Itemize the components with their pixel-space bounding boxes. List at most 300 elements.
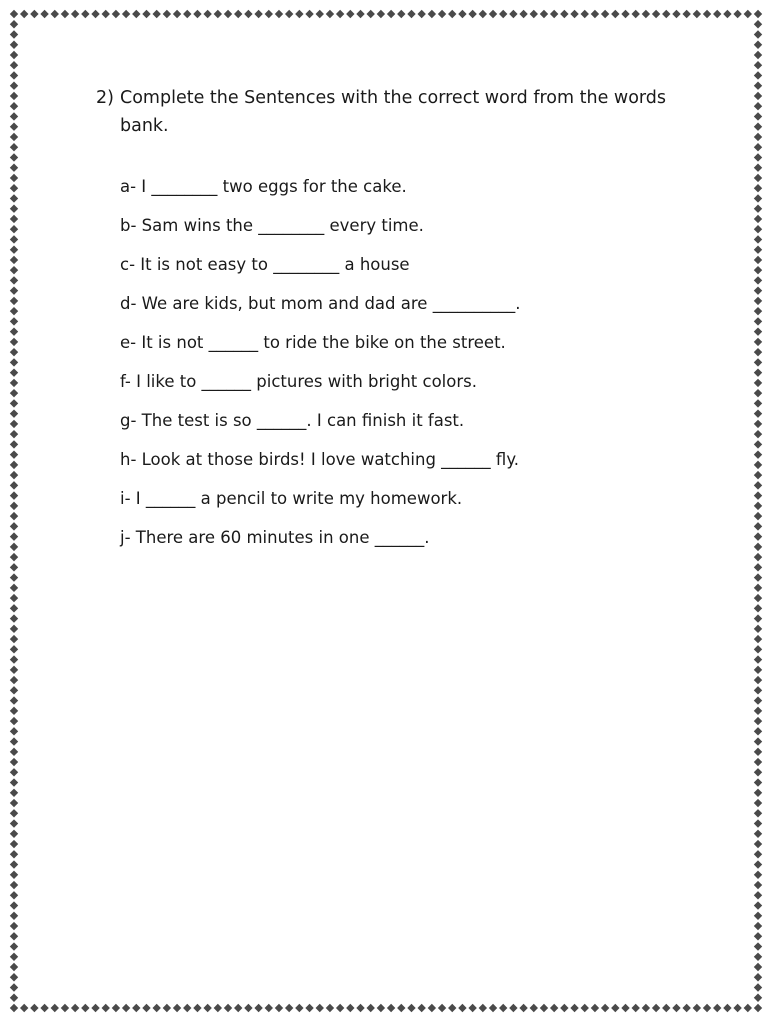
border-diamond (173, 1004, 181, 1012)
border-diamond (754, 297, 762, 305)
border-diamond (10, 420, 18, 428)
border-diamond (754, 133, 762, 141)
border-diamond (611, 10, 619, 18)
border-diamond (754, 471, 762, 479)
instruction-number: 2) (96, 88, 114, 108)
border-diamond (10, 727, 18, 735)
border-diamond (10, 20, 18, 28)
border-diamond (10, 379, 18, 387)
border-diamond (662, 1004, 670, 1012)
border-diamond (591, 1004, 599, 1012)
border-diamond (265, 1004, 273, 1012)
border-diamond (61, 10, 69, 18)
border-diamond (723, 10, 731, 18)
instruction-text (96, 84, 696, 140)
border-diamond (621, 1004, 629, 1012)
border-diamond (367, 10, 375, 18)
border-diamond (754, 737, 762, 745)
border-diamond (10, 901, 18, 909)
border-diamond (10, 266, 18, 274)
border-diamond (10, 717, 18, 725)
border-diamond (754, 809, 762, 817)
border-diamond (10, 338, 18, 346)
border-diamond (754, 994, 762, 1002)
border-diamond (295, 10, 303, 18)
border-diamond (163, 10, 171, 18)
border-diamond (122, 1004, 130, 1012)
border-diamond (754, 727, 762, 735)
border-diamond (662, 10, 670, 18)
border-diamond (10, 194, 18, 202)
border-diamond (754, 317, 762, 325)
border-diamond (10, 696, 18, 704)
border-diamond (754, 225, 762, 233)
border-diamond (754, 932, 762, 940)
border-diamond (193, 10, 201, 18)
border-diamond (754, 543, 762, 551)
border-diamond (754, 123, 762, 131)
border-diamond (10, 737, 18, 745)
border-diamond (234, 1004, 242, 1012)
border-diamond (10, 348, 18, 356)
border-diamond (754, 768, 762, 776)
border-diamond (10, 614, 18, 622)
border-diamond (10, 850, 18, 858)
border-diamond (631, 10, 639, 18)
border-diamond (163, 1004, 171, 1012)
border-diamond (458, 1004, 466, 1012)
border-diamond (10, 778, 18, 786)
border-diamond (10, 41, 18, 49)
border-diamond (132, 1004, 140, 1012)
border-diamond (10, 235, 18, 243)
border-diamond (295, 1004, 303, 1012)
border-diamond (754, 389, 762, 397)
border-diamond (754, 666, 762, 674)
border-diamond (754, 758, 762, 766)
border-diamond (560, 1004, 568, 1012)
border-diamond (10, 553, 18, 561)
border-diamond (448, 1004, 456, 1012)
border-diamond (754, 655, 762, 663)
border-diamond (91, 1004, 99, 1012)
border-diamond (570, 1004, 578, 1012)
border-diamond (10, 532, 18, 540)
border-diamond (91, 10, 99, 18)
border-diamond (142, 1004, 150, 1012)
border-diamond (754, 881, 762, 889)
border-diamond (672, 1004, 680, 1012)
border-diamond (754, 235, 762, 243)
border-diamond (754, 973, 762, 981)
border-diamond (754, 338, 762, 346)
border-diamond (754, 358, 762, 366)
border-diamond (417, 1004, 425, 1012)
border-diamond (754, 840, 762, 848)
border-diamond (448, 10, 456, 18)
border-diamond (336, 1004, 344, 1012)
border-diamond (10, 584, 18, 592)
border-diamond (122, 10, 130, 18)
border-diamond (61, 1004, 69, 1012)
border-diamond (275, 10, 283, 18)
border-diamond (10, 440, 18, 448)
border-diamond (81, 10, 89, 18)
border-diamond (254, 10, 262, 18)
border-diamond (183, 1004, 191, 1012)
border-diamond (10, 809, 18, 817)
border-diamond (693, 1004, 701, 1012)
border-diamond (10, 953, 18, 961)
sentence-e: e- It is not ______ to ride the bike on the street. (120, 333, 506, 352)
border-diamond (10, 225, 18, 233)
border-diamond (10, 399, 18, 407)
sentence-i: i- I ______ a pencil to write my homework. (120, 489, 463, 508)
border-diamond (102, 10, 110, 18)
border-diamond (754, 901, 762, 909)
border-diamond (754, 502, 762, 510)
border-diamond (20, 10, 28, 18)
border-diamond (754, 778, 762, 786)
border-diamond (10, 184, 18, 192)
border-diamond (754, 819, 762, 827)
sentence-d: d- We are kids, but mom and dad are __________. (120, 294, 521, 313)
border-diamond (713, 1004, 721, 1012)
border-diamond (10, 143, 18, 151)
border-diamond (754, 164, 762, 172)
border-diamond (10, 205, 18, 213)
border-diamond (10, 912, 18, 920)
border-diamond (10, 164, 18, 172)
border-diamond (754, 399, 762, 407)
border-diamond (20, 1004, 28, 1012)
border-diamond (754, 645, 762, 653)
border-diamond (754, 51, 762, 59)
border-diamond (10, 307, 18, 315)
border-diamond (265, 10, 273, 18)
border-diamond (10, 758, 18, 766)
border-diamond (540, 10, 548, 18)
border-diamond (10, 245, 18, 253)
border-diamond (30, 1004, 38, 1012)
border-diamond (754, 522, 762, 530)
border-diamond (10, 881, 18, 889)
border-diamond (703, 10, 711, 18)
border-diamond (754, 491, 762, 499)
border-diamond (754, 194, 762, 202)
border-diamond (10, 502, 18, 510)
border-diamond (214, 1004, 222, 1012)
sentence-a: a- I ________ two eggs for the cake. (120, 177, 407, 196)
border-diamond (10, 1004, 18, 1012)
border-diamond (367, 1004, 375, 1012)
instruction-line-2: bank. (120, 116, 169, 136)
border-diamond (254, 1004, 262, 1012)
border-diamond (754, 379, 762, 387)
border-diamond (132, 10, 140, 18)
border-diamond (10, 450, 18, 458)
border-diamond (51, 1004, 59, 1012)
border-diamond (10, 174, 18, 182)
border-diamond (754, 512, 762, 520)
border-diamond (754, 92, 762, 100)
border-diamond (652, 1004, 660, 1012)
sentence-g: g- The test is so ______. I can finish it fast. (120, 411, 465, 430)
border-diamond (10, 276, 18, 284)
border-diamond (10, 635, 18, 643)
border-diamond (754, 41, 762, 49)
border-diamond (10, 594, 18, 602)
border-diamond (713, 10, 721, 18)
border-diamond (754, 594, 762, 602)
border-diamond (754, 71, 762, 79)
border-diamond (754, 614, 762, 622)
border-diamond (754, 409, 762, 417)
border-diamond (611, 1004, 619, 1012)
border-diamond (754, 635, 762, 643)
border-diamond (10, 327, 18, 335)
border-diamond (754, 245, 762, 253)
border-diamond (10, 676, 18, 684)
border-diamond (479, 1004, 487, 1012)
border-diamond (754, 748, 762, 756)
border-diamond (642, 10, 650, 18)
border-diamond (754, 368, 762, 376)
border-diamond (10, 830, 18, 838)
border-diamond (754, 553, 762, 561)
border-diamond (377, 10, 385, 18)
border-diamond (458, 10, 466, 18)
border-diamond (10, 994, 18, 1002)
border-diamond (652, 10, 660, 18)
border-diamond (10, 430, 18, 438)
border-diamond (499, 1004, 507, 1012)
border-diamond (10, 317, 18, 325)
sentence-c: c- It is not easy to ________ a house (120, 255, 410, 274)
border-diamond (387, 10, 395, 18)
border-diamond (468, 10, 476, 18)
border-diamond (693, 10, 701, 18)
border-diamond (754, 912, 762, 920)
border-diamond (438, 10, 446, 18)
border-diamond (754, 830, 762, 838)
border-diamond (754, 30, 762, 38)
border-diamond (754, 532, 762, 540)
border-diamond (10, 286, 18, 294)
border-diamond (244, 1004, 252, 1012)
border-diamond (10, 655, 18, 663)
border-diamond (346, 10, 354, 18)
border-diamond (754, 563, 762, 571)
border-diamond (754, 440, 762, 448)
border-diamond (754, 942, 762, 950)
border-diamond (754, 953, 762, 961)
border-diamond (10, 707, 18, 715)
border-diamond (10, 819, 18, 827)
border-diamond (10, 604, 18, 612)
border-diamond (754, 707, 762, 715)
border-diamond (10, 983, 18, 991)
border-diamond (10, 297, 18, 305)
border-diamond (754, 676, 762, 684)
border-diamond (754, 1004, 762, 1012)
border-diamond (285, 10, 293, 18)
border-diamond (285, 1004, 293, 1012)
border-diamond (142, 10, 150, 18)
border-diamond (540, 1004, 548, 1012)
border-diamond (631, 1004, 639, 1012)
border-diamond (754, 143, 762, 151)
border-diamond (10, 563, 18, 571)
border-diamond (10, 123, 18, 131)
border-diamond (550, 1004, 558, 1012)
border-diamond (10, 942, 18, 950)
worksheet-body (96, 84, 696, 557)
border-diamond (417, 10, 425, 18)
border-diamond (10, 368, 18, 376)
border-diamond (397, 10, 405, 18)
border-diamond (316, 1004, 324, 1012)
border-diamond (642, 1004, 650, 1012)
border-diamond (754, 963, 762, 971)
border-diamond (305, 1004, 313, 1012)
border-diamond (10, 625, 18, 633)
border-diamond (754, 450, 762, 458)
border-diamond (581, 1004, 589, 1012)
border-diamond (10, 215, 18, 223)
border-diamond (754, 112, 762, 120)
border-diamond (10, 133, 18, 141)
border-diamond (530, 1004, 538, 1012)
border-diamond (10, 153, 18, 161)
border-diamond (102, 1004, 110, 1012)
border-diamond (754, 256, 762, 264)
border-diamond (530, 10, 538, 18)
border-diamond (183, 10, 191, 18)
border-diamond (51, 10, 59, 18)
border-diamond (10, 922, 18, 930)
border-diamond (550, 10, 558, 18)
border-diamond (601, 10, 609, 18)
sentence-f: f- I like to ______ pictures with bright colors. (120, 372, 477, 391)
border-diamond (305, 10, 313, 18)
border-diamond (754, 686, 762, 694)
border-diamond (346, 1004, 354, 1012)
border-diamond (438, 1004, 446, 1012)
border-diamond (733, 1004, 741, 1012)
border-diamond (519, 10, 527, 18)
border-diamond (754, 327, 762, 335)
border-diamond (570, 10, 578, 18)
border-diamond (152, 10, 160, 18)
border-diamond (754, 266, 762, 274)
border-diamond (754, 461, 762, 469)
border-diamond (10, 389, 18, 397)
border-diamond (754, 215, 762, 223)
border-diamond (509, 10, 517, 18)
border-diamond (754, 430, 762, 438)
border-diamond (560, 10, 568, 18)
border-diamond (754, 276, 762, 284)
border-diamond (356, 1004, 364, 1012)
border-diamond (173, 10, 181, 18)
border-diamond (754, 10, 762, 18)
border-diamond (10, 409, 18, 417)
border-diamond (81, 1004, 89, 1012)
border-diamond (203, 1004, 211, 1012)
border-diamond (601, 1004, 609, 1012)
border-diamond (499, 10, 507, 18)
border-diamond (10, 10, 18, 18)
border-diamond (407, 1004, 415, 1012)
border-diamond (275, 1004, 283, 1012)
border-diamond (10, 112, 18, 120)
border-diamond (10, 491, 18, 499)
border-diamond (754, 420, 762, 428)
border-diamond (754, 20, 762, 28)
border-diamond (754, 871, 762, 879)
border-diamond (682, 1004, 690, 1012)
border-diamond (326, 10, 334, 18)
border-diamond (10, 871, 18, 879)
border-diamond (336, 10, 344, 18)
border-diamond (754, 184, 762, 192)
border-diamond (10, 481, 18, 489)
border-diamond (10, 799, 18, 807)
border-diamond (71, 10, 79, 18)
border-diamond (754, 286, 762, 294)
border-diamond (397, 1004, 405, 1012)
border-diamond (754, 205, 762, 213)
border-diamond (10, 92, 18, 100)
border-diamond (10, 61, 18, 69)
border-diamond (754, 348, 762, 356)
border-diamond (224, 1004, 232, 1012)
border-diamond (754, 860, 762, 868)
border-diamond (10, 573, 18, 581)
border-diamond (682, 10, 690, 18)
border-diamond (71, 1004, 79, 1012)
border-diamond (30, 10, 38, 18)
border-diamond (10, 645, 18, 653)
border-diamond (489, 1004, 497, 1012)
sentence-j: j- There are 60 minutes in one ______. (120, 528, 430, 547)
border-diamond (754, 102, 762, 110)
border-diamond (407, 10, 415, 18)
border-diamond (489, 10, 497, 18)
border-diamond (10, 30, 18, 38)
border-diamond (10, 51, 18, 59)
border-diamond (744, 10, 752, 18)
border-diamond (10, 973, 18, 981)
border-diamond (754, 799, 762, 807)
border-diamond (754, 604, 762, 612)
border-diamond (754, 696, 762, 704)
border-diamond (377, 1004, 385, 1012)
border-diamond (10, 102, 18, 110)
border-diamond (754, 174, 762, 182)
border-diamond (112, 1004, 120, 1012)
border-diamond (468, 1004, 476, 1012)
border-diamond (754, 82, 762, 90)
border-diamond (754, 481, 762, 489)
border-diamond (754, 850, 762, 858)
border-diamond (10, 840, 18, 848)
border-diamond (112, 10, 120, 18)
border-diamond (621, 10, 629, 18)
border-diamond (10, 71, 18, 79)
border-diamond (733, 10, 741, 18)
